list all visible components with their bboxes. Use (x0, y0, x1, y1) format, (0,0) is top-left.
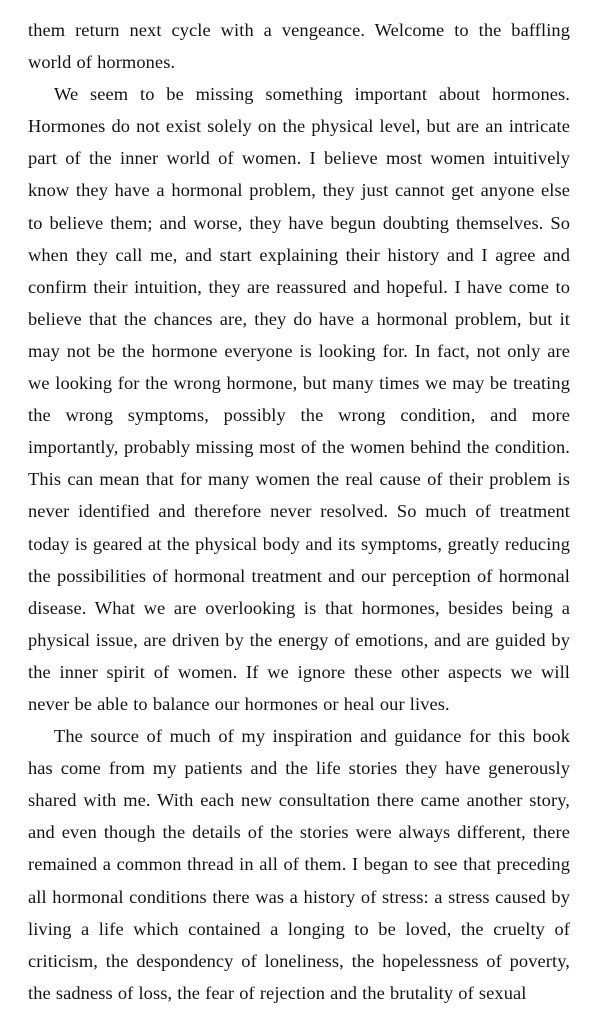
paragraph-3: The source of much of my inspiration and guidance for this book has come from my patients and the life stories they have generously shared with me. With each new consultation there came another story, and even though the details of the stories were always different, there remained a common thread in all of them. I began to see that preceding all hormonal conditions there was a history of stress: a stress caused by living a life which contained a longing to be loved, the cruelty of criticism, the despondency of loneliness, the hopelessness of poverty, the sadness of loss, the fear of rejection and the brutality of sexual (28, 726, 570, 1003)
paragraph-1: them return next cycle with a vengeance. Welcome to the baffling world of hormones. (28, 20, 570, 73)
paragraph-2: We seem to be missing something important about hormones. Hormones do not exist solely on the physical level, but are an intricate part of the inner world of women. I believe most women intuitively know they have a hormonal problem, they just cannot get anyone else to believe them; and worse, they have begun doubting themselves. So when they call me, and start explaining their history and I agree and confirm their intuition, they are reassured and hopeful. I have come to believe that the chances are, they do have a hormonal problem, but it may not be the hormone everyone is looking for. In fact, not only are we looking for the wrong hormone, but many times we may be treating the wrong symptoms, possibly the wrong condition, and more importantly, probably missing most of the women behind the condition. This can mean that for many women the real cause of their problem is never identified and therefore never resolved. So much of treatment today is geared at the physical body and its symptoms, greatly reducing the possibilities of hormonal treatment and our perception of hormonal disease. What we are overlooking is that hormones, besides being a physical issue, are driven by the energy of emotions, and are guided by the inner spirit of women. If we ignore these other aspects we will never be able to balance our hormones or heal our lives. (28, 84, 570, 714)
page-body (28, 14, 570, 1009)
